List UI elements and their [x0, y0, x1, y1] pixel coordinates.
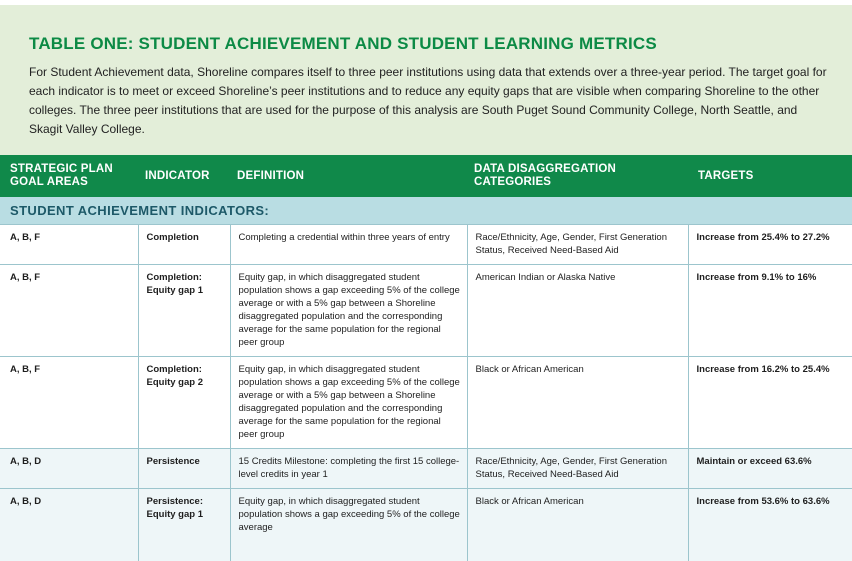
metrics-table	[0, 155, 852, 561]
header-goal-areas: STRATEGIC PLAN GOAL AREAS	[0, 155, 138, 197]
goal-cell: A, B, F	[0, 225, 138, 265]
table-row	[0, 225, 852, 265]
target-cell: Increase from 9.1% to 16%	[688, 265, 852, 357]
indicator-cell: Persistence: Equity gap 1	[138, 489, 230, 561]
target-cell: Maintain or exceed 63.6%	[688, 449, 852, 489]
header-definition: DEFINITION	[230, 155, 467, 197]
definition-cell: Equity gap, in which disaggregated student population shows a gap exceeding 5% of the college average	[230, 489, 467, 561]
goal-cell: A, B, D	[0, 449, 138, 489]
table-row	[0, 489, 852, 561]
indicator-cell: Persistence	[138, 449, 230, 489]
categories-cell: Black or African American	[467, 489, 688, 561]
section-row	[0, 197, 852, 225]
header-indicator: INDICATOR	[138, 155, 230, 197]
section-label: STUDENT ACHIEVEMENT INDICATORS:	[0, 197, 852, 225]
indicator-cell: Completion: Equity gap 2	[138, 357, 230, 449]
goal-cell: A, B, D	[0, 489, 138, 561]
header-disaggregation: DATA DISAGGREGATION CATEGORIES	[467, 155, 688, 197]
indicator-cell: Completion: Equity gap 1	[138, 265, 230, 357]
definition-cell: Completing a credential within three years of entry	[230, 225, 467, 265]
indicator-cell: Completion	[138, 225, 230, 265]
categories-cell: American Indian or Alaska Native	[467, 265, 688, 357]
definition-cell: Equity gap, in which disaggregated student population shows a gap exceeding 5% of the college average or with a 5% gap between a Shoreline disaggregated population and the corresponding average for the same population for the regional peer group	[230, 357, 467, 449]
intro-panel	[0, 5, 852, 155]
target-cell: Increase from 53.6% to 63.6%	[688, 489, 852, 561]
goal-cell: A, B, F	[0, 357, 138, 449]
table-header-row	[0, 155, 852, 197]
definition-cell: Equity gap, in which disaggregated student population shows a gap exceeding 5% of the college average or with a 5% gap between a Shoreline disaggregated population and the corresponding average for the same population for the regional peer group	[230, 265, 467, 357]
definition-cell: 15 Credits Milestone: completing the first 15 college-level credits in year 1	[230, 449, 467, 489]
target-cell: Increase from 25.4% to 27.2%	[688, 225, 852, 265]
goal-cell: A, B, F	[0, 265, 138, 357]
table-row	[0, 449, 852, 489]
categories-cell: Black or African American	[467, 357, 688, 449]
table-row	[0, 357, 852, 449]
table-title: TABLE ONE: STUDENT ACHIEVEMENT AND STUDENT LEARNING METRICS	[29, 34, 657, 54]
target-cell: Increase from 16.2% to 25.4%	[688, 357, 852, 449]
table-row	[0, 265, 852, 357]
header-targets: TARGETS	[688, 155, 852, 197]
intro-paragraph: For Student Achievement data, Shoreline compares itself to three peer institutions using data that extends over a three-year period. The target goal for each indicator is to meet or exceed Shoreline’s peer institutions and to reduce any equity gaps that are visible when comparing Shoreline to the other colleges. The three peer institutions that are used for the purpose of this analysis are South Puget Sound Community College, North Seattle, and Skagit Valley College.	[29, 63, 829, 139]
categories-cell: Race/Ethnicity, Age, Gender, First Generation Status, Received Need-Based Aid	[467, 449, 688, 489]
categories-cell: Race/Ethnicity, Age, Gender, First Generation Status, Received Need-Based Aid	[467, 225, 688, 265]
